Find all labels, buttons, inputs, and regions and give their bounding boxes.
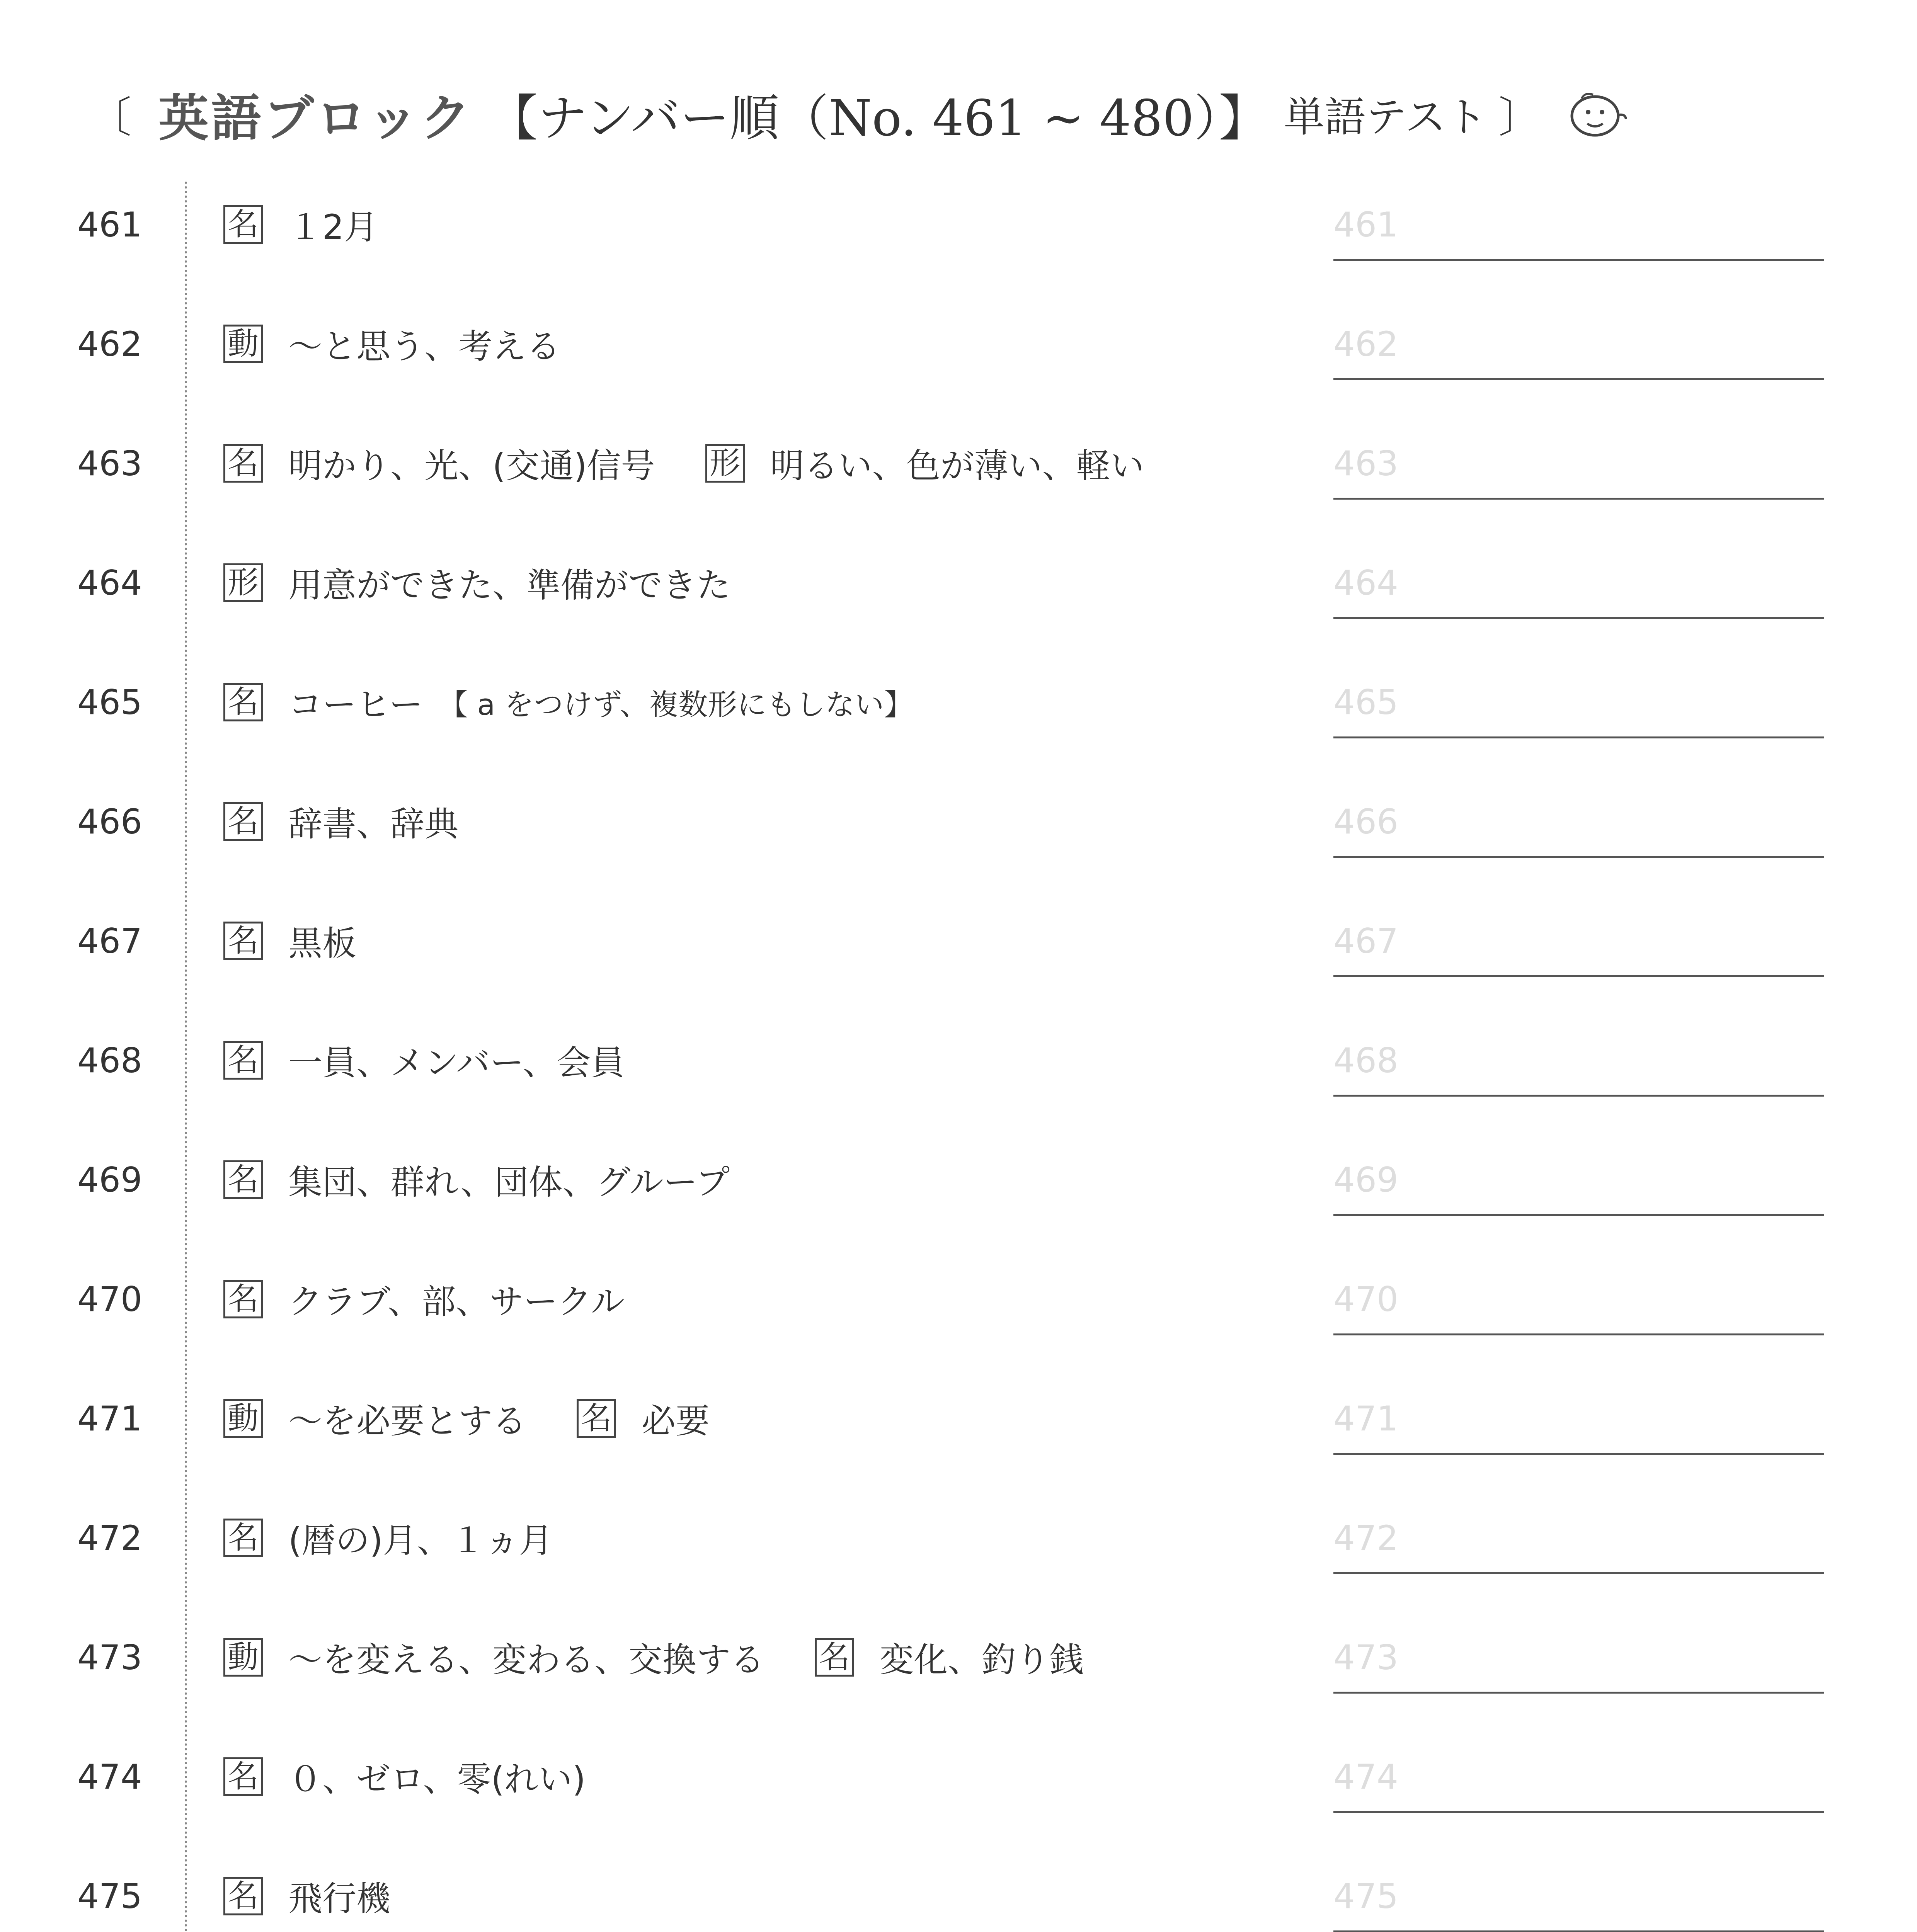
table-row — [0, 898, 1917, 1017]
word-number: 464 — [77, 563, 142, 603]
meaning-text: １2月 — [288, 207, 378, 247]
meaning-text: 必要 — [642, 1401, 710, 1441]
brand-logo: 英語ブロック — [158, 88, 473, 148]
answer-line[interactable] — [1333, 671, 1824, 738]
page-title: 【ナンバー順（No. 461 ~ 480）】 — [488, 90, 1268, 147]
answer-line[interactable] — [1333, 790, 1824, 858]
answer-line[interactable] — [1333, 1148, 1824, 1216]
meaning-text: コーヒー — [288, 685, 423, 724]
part-of-speech-badge: 名 — [223, 1280, 263, 1318]
word-meaning — [223, 320, 560, 368]
part-of-speech-badge: 名 — [815, 1638, 854, 1677]
meaning-text: クラブ、部、サークル — [288, 1282, 625, 1321]
close-bracket: 〕 — [1498, 93, 1541, 142]
answer-line[interactable] — [1333, 1387, 1824, 1455]
table-row — [0, 182, 1917, 301]
word-number: 469 — [77, 1160, 142, 1200]
meaning-text: ～を変える、変わる、交換する — [288, 1640, 765, 1680]
meaning-text: 集団、群れ、団体、グループ — [288, 1162, 730, 1202]
word-meaning — [223, 1633, 1084, 1682]
answer-number-hint: 473 — [1333, 1638, 1398, 1677]
table-row — [0, 301, 1917, 420]
table-row — [0, 659, 1917, 779]
answer-number-hint: 471 — [1333, 1399, 1398, 1439]
answer-number-hint: 464 — [1333, 563, 1398, 603]
part-of-speech-badge: 名 — [223, 1519, 263, 1557]
word-number: 468 — [77, 1041, 142, 1080]
word-meaning — [223, 1394, 710, 1443]
answer-number-hint: 470 — [1333, 1279, 1398, 1319]
meaning-text: 飛行機 — [288, 1879, 391, 1918]
part-of-speech-badge: 動 — [223, 325, 263, 363]
answer-line[interactable] — [1333, 313, 1824, 380]
part-of-speech-badge: 名 — [223, 205, 263, 244]
word-meaning — [223, 200, 378, 249]
page-subtitle: 単語テスト — [1284, 94, 1487, 141]
answer-line[interactable] — [1333, 1507, 1824, 1574]
answer-number-hint: 463 — [1333, 444, 1398, 483]
answer-line[interactable] — [1333, 1268, 1824, 1335]
word-meaning — [223, 1514, 553, 1562]
table-row — [0, 1376, 1917, 1495]
open-bracket: 〔 — [89, 93, 131, 142]
part-of-speech-badge: 名 — [223, 1041, 263, 1080]
meaning-text: 明かり、光、(交通)信号 — [288, 446, 655, 486]
meaning-text: (暦の)月、１ヵ月 — [288, 1520, 553, 1560]
answer-number-hint: 467 — [1333, 921, 1398, 961]
table-row — [0, 1137, 1917, 1256]
page-header — [77, 70, 1840, 158]
word-meaning — [223, 439, 1144, 488]
table-row — [0, 1495, 1917, 1614]
answer-number-hint: 462 — [1333, 324, 1398, 364]
part-of-speech-badge: 名 — [223, 683, 263, 721]
meaning-text: 明るい、色が薄い、軽い — [770, 446, 1144, 486]
answer-line[interactable] — [1333, 1865, 1824, 1932]
mascot-face-icon — [1564, 85, 1630, 143]
meaning-text: ～を必要とする — [288, 1401, 527, 1441]
meaning-text: 用意ができた、準備ができた — [288, 565, 731, 605]
part-of-speech-badge: 名 — [223, 1160, 263, 1199]
part-of-speech-badge: 動 — [223, 1399, 263, 1438]
answer-line[interactable] — [1333, 432, 1824, 500]
answer-line[interactable] — [1333, 551, 1824, 619]
word-meaning — [223, 1036, 625, 1085]
word-number: 473 — [77, 1638, 142, 1677]
answer-line[interactable] — [1333, 910, 1824, 977]
table-row — [0, 1017, 1917, 1137]
word-meaning — [223, 1752, 586, 1801]
part-of-speech-badge: 形 — [223, 563, 263, 602]
word-number: 461 — [77, 205, 142, 245]
answer-number-hint: 466 — [1333, 802, 1398, 842]
word-meaning — [223, 1275, 625, 1323]
word-meaning — [223, 1872, 390, 1920]
table-row — [0, 779, 1917, 898]
word-number: 463 — [77, 444, 142, 483]
answer-number-hint: 468 — [1333, 1041, 1398, 1080]
meaning-text: ０、ゼロ、零(れい) — [288, 1759, 586, 1799]
answer-number-hint: 461 — [1333, 205, 1398, 245]
answer-line[interactable] — [1333, 1745, 1824, 1813]
part-of-speech-badge: 名 — [577, 1399, 616, 1438]
part-of-speech-badge: 名 — [223, 444, 263, 483]
word-number: 472 — [77, 1518, 142, 1558]
part-of-speech-badge: 名 — [223, 1877, 263, 1915]
answer-number-hint: 475 — [1333, 1876, 1398, 1916]
table-row — [0, 1614, 1917, 1734]
part-of-speech-badge: 形 — [705, 444, 745, 483]
part-of-speech-badge: 名 — [223, 1757, 263, 1796]
answer-line[interactable] — [1333, 1626, 1824, 1694]
word-meaning — [223, 678, 913, 726]
meaning-text: 変化、釣り銭 — [880, 1640, 1084, 1680]
table-row — [0, 540, 1917, 659]
table-row — [0, 1853, 1917, 1932]
word-meaning — [223, 1155, 730, 1204]
part-of-speech-badge: 動 — [223, 1638, 263, 1677]
answer-line[interactable] — [1333, 1029, 1824, 1097]
meaning-text: 辞書、辞典 — [288, 804, 459, 844]
word-number: 465 — [77, 682, 142, 722]
answer-number-hint: 469 — [1333, 1160, 1398, 1200]
table-row — [0, 1734, 1917, 1853]
meaning-text: ～と思う、考える — [288, 327, 561, 366]
table-row — [0, 1256, 1917, 1376]
answer-number-hint: 465 — [1333, 682, 1398, 722]
table-row — [0, 420, 1917, 540]
part-of-speech-badge: 名 — [223, 922, 263, 960]
word-number: 462 — [77, 324, 142, 364]
part-of-speech-badge: 名 — [223, 802, 263, 841]
answer-line[interactable] — [1333, 193, 1824, 261]
word-meaning — [223, 917, 356, 965]
word-number: 471 — [77, 1399, 142, 1439]
meaning-text: 一員、メンバー、会員 — [288, 1043, 625, 1083]
word-number: 470 — [77, 1279, 142, 1319]
word-number: 474 — [77, 1757, 142, 1797]
word-number: 475 — [77, 1876, 142, 1916]
word-number: 466 — [77, 802, 142, 842]
answer-number-hint: 474 — [1333, 1757, 1398, 1797]
meaning-note: 【 a をつけず、複数形にもしない】 — [438, 687, 914, 722]
word-meaning — [223, 558, 730, 607]
word-number: 467 — [77, 921, 142, 961]
meaning-text: 黒板 — [288, 923, 357, 963]
answer-number-hint: 472 — [1333, 1518, 1398, 1558]
word-meaning — [223, 797, 458, 846]
